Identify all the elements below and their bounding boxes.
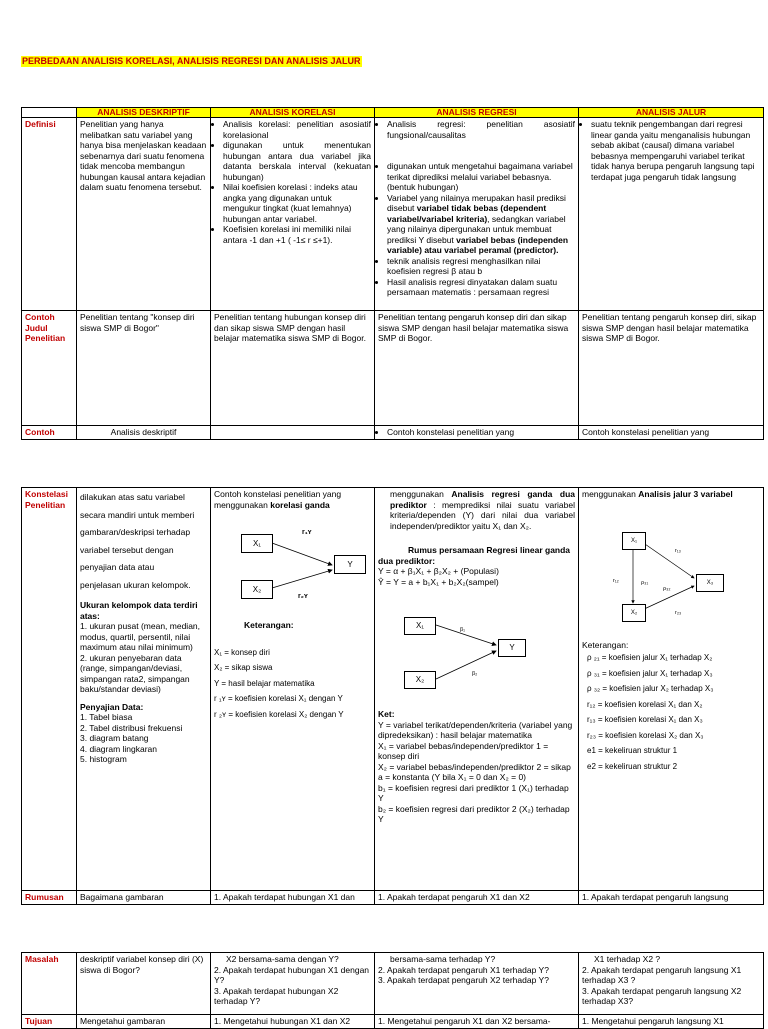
- list-item: • digunakan untuk mengetahui bagaimana variabel terikat diprediksi melalui variabel bebasnya.(bentuk hubungan): [387, 161, 575, 193]
- list-item: • Analisis korelasi: penelitian asosiatif korelasional: [223, 119, 371, 140]
- row-label-contoh: Contoh: [22, 426, 77, 440]
- comparison-table-part-1: [21, 107, 764, 440]
- list-item: • Nilai koefisien korelasi : indeks atau angka yang digunakan untuk mengukur tingkat (kuat lemahnya) hubungan antar variabel.: [223, 182, 371, 224]
- list-item: 4. diagram lingkaran: [80, 743, 158, 754]
- masalah-regresi: [375, 953, 579, 1015]
- regresi-intro: [378, 489, 575, 531]
- legend-item: ρ ₃₂ = koefisien jalur X₂ terhadap X₃: [587, 684, 714, 693]
- x2-box: X₂: [622, 604, 646, 622]
- legend-item: r₁₂ = koefisien korelasi X₁ dan X₂: [587, 699, 703, 709]
- text: Contoh konstelasi penelitian yang menggunakan: [214, 489, 342, 510]
- deskriptif-intro: [80, 489, 207, 594]
- korelasi-intro: [214, 489, 371, 510]
- keterangan-heading: Keterangan:: [244, 620, 294, 630]
- r12-label: r₁₂: [613, 577, 619, 584]
- list-item: 2. Apakah terdapat hubungan X1 dengan Y?: [214, 964, 370, 985]
- contoh-judul-jalur: Penelitian tentang pengaruh konsep diri, sikap siswa SMP dengan hasil belajar matematika siswa SMP di Bogor.: [579, 311, 764, 426]
- definisi-regresi-list: [378, 119, 575, 298]
- legend-item: r₁₃ = koefisien korelasi X₁ dan X₃: [587, 715, 703, 724]
- row-label-definisi: Definisi: [22, 118, 77, 311]
- list-item: 2. Tabel distribusi frekuensi: [80, 722, 183, 733]
- header-deskriptif: ANALISIS DESKRIPTIF: [77, 108, 211, 118]
- text: menggunakan: [390, 489, 452, 499]
- rumusan-korelasi: 1. Apakah terdapat hubungan X1 dan: [211, 891, 375, 905]
- konstelasi-deskriptif: [77, 488, 211, 891]
- list-item: X2 bersama-sama dengan Y?: [226, 954, 339, 964]
- rumusan-deskriptif: Bagaimana gambaran: [77, 891, 211, 905]
- text-line: penyajian data atau: [80, 562, 155, 572]
- r23-label: r₂₃: [675, 609, 682, 616]
- list-item: X1 terhadap X2 ?: [594, 954, 661, 964]
- tujuan-regresi: 1. Mengetahui pengaruh X1 dan X2 bersama-: [375, 1015, 579, 1029]
- regresi-diagram: [378, 587, 575, 699]
- contoh-jalur: Contoh konstelasi penelitian yang: [579, 426, 764, 440]
- row-label-masalah: Masalah: [22, 953, 77, 1015]
- list-item: [387, 193, 575, 256]
- legend-item: r ₁ʏ = koefisien korelasi X₁ dengan Y: [214, 694, 343, 703]
- text: : memprediksi nilai suatu variabel kriteria/dependen (Y) dari nilai dua variabel independen/prediktor yaitu X₁ dan X₂.: [390, 499, 575, 531]
- list-item: • digunakan untuk menentukan hubungan antara dua variabel jika datanta berskala interval (kekuatan hubungan): [223, 140, 371, 182]
- definisi-korelasi-list: [214, 119, 371, 245]
- legend-item: r₂₃ = koefisien korelasi X₂ dan X₃: [587, 730, 704, 740]
- text-bold: Analisis jalur 3 variabel: [638, 489, 733, 499]
- tujuan-jalur: 1. Mengetahui pengaruh langsung X1: [579, 1015, 764, 1029]
- konstelasi-regresi: [375, 488, 579, 891]
- list-item: 1. ukuran pusat (mean, median, modus, quartil, persentil, nilai maximum atau nilai minimum): [80, 621, 201, 652]
- legend-item: r ₂ʏ = koefisien korelasi X₂ dengan Y: [214, 709, 344, 719]
- jalur-legend: [582, 650, 760, 774]
- legend-item: X₁ = konsep diri: [214, 647, 270, 657]
- definisi-deskriptif: Penelitian yang hanya melibatkan satu variabel yang hanya bisa menjelaskan keadaan sebenarnya dari suatu fenomena tidak mencoba membangun hubungan kausal antara kejadian dalam suatu fenomena tersebut.: [77, 118, 211, 311]
- ket-item: X₂ = variabel bebas/independen/prediktor 2 = sikap: [378, 761, 571, 772]
- x1-box: X₁: [241, 534, 273, 553]
- text-line: secara mandiri untuk memberi: [80, 509, 195, 520]
- jalur-diagram: [582, 500, 760, 640]
- text-bold: variabel tidak bebas (dependent variabel/variabel kriteria): [387, 203, 547, 224]
- b2-label: β₂: [472, 671, 478, 677]
- list-item: 2. Apakah terdapat pengaruh langsung X1 terhadap X3 ?: [582, 964, 742, 985]
- y-box: Y: [498, 639, 526, 657]
- list-item: • Contoh konstelasi penelitian yang: [387, 427, 575, 438]
- x1-box: X₁: [622, 532, 646, 550]
- list-item: • suatu teknik pengembangan dari regresi linear ganda yaitu menganalisis hubungan sebab akibat (causal) dimana variabel bebasnya mempengaruhi variabel terikat tidak hanya berupa pengaruh langsung tapi terdapat juga pengaruh tidak langsung: [591, 119, 760, 182]
- text-line: gambaran/deskripsi terhadap: [80, 527, 191, 537]
- x2-box: X₂: [241, 580, 273, 599]
- ket-item: b₂ = koefisien regresi dari prediktor 2 (X₂) terhadap Y: [378, 803, 570, 824]
- rumus-populasi: Y = α + β₁X₁ + β₂X₂ + (Populasi): [378, 566, 499, 576]
- text-line: penjelasan ukuran kelompok.: [80, 579, 191, 590]
- list-item: 2. Apakah terdapat pengaruh X1 terhadap Y?: [378, 964, 549, 975]
- list-item: bersama-sama terhadap Y?: [390, 954, 496, 964]
- text-bold: Analisis regresi ganda dua prediktor: [390, 489, 575, 510]
- row-label-rumusan: Rumusan: [22, 891, 77, 905]
- header-regresi: ANALISIS REGRESI: [375, 108, 579, 118]
- contoh-judul-korelasi: Penelitian tentang hubungan konsep diri dan sikap siswa SMP dengan hasil belajar matematika siswa SMP di Bogor.: [211, 311, 375, 426]
- r13-label: r₁₃: [675, 547, 681, 554]
- list-item: • teknik analisis regresi menghasilkan nilai koefisien regresi β atau b: [387, 256, 575, 277]
- list-item: 3. diagram batang: [80, 733, 149, 743]
- r1y-label: r₁ʏ: [302, 529, 312, 536]
- list-item: 3. Apakah terdapat pengaruh langsung X2 terhadap X3?: [582, 985, 742, 1006]
- comparison-table-part-3: [21, 952, 764, 1029]
- jalur-intro: [582, 489, 760, 500]
- row-label-tujuan: Tujuan: [22, 1015, 77, 1029]
- header-blank: [22, 108, 77, 118]
- ukuran-heading: Ukuran kelompok data terdiri atas:: [80, 600, 198, 621]
- text-bold: variabel bebas (independen variable) atau variabel peramal (predictor).: [387, 234, 569, 255]
- comparison-table-part-2: [21, 487, 764, 905]
- contoh-judul-deskriptif: Penelitian tentang "konsep diri siswa SMP di Bogor": [77, 311, 211, 426]
- list-item: 3. Apakah terdapat pengaruh X2 terhadap Y?: [378, 975, 549, 985]
- tujuan-korelasi: 1. Mengetahui hubungan X1 dan X2: [211, 1015, 375, 1029]
- r2y-label: r₂ʏ: [298, 593, 308, 600]
- legend-item: ρ ₃₁ = koefisien jalur X₁ terhadap X₃: [587, 668, 713, 678]
- ket-item: b₁ = koefisien regresi dari prediktor 1 (X₁) terhadap Y: [378, 782, 569, 803]
- definisi-jalur-list: [582, 119, 760, 182]
- contoh-judul-regresi: Penelitian tentang pengaruh konsep diri dan sikap siswa SMP dengan hasil belajar matematika siswa SMP di Bogor.: [375, 311, 579, 426]
- konstelasi-korelasi: [211, 488, 375, 891]
- row-label-contoh-judul: Contoh Judul Penelitian: [22, 311, 77, 426]
- ket-item: a = konstanta (Y bila X₁ = 0 dan X₂ = 0): [378, 772, 527, 782]
- legend-item: e2 = kekeliruan struktur 2: [587, 761, 678, 771]
- text-bold: korelasi ganda: [270, 499, 330, 510]
- contoh-korelasi: [211, 426, 375, 440]
- jalur-arrows: [582, 500, 762, 640]
- x1-box: X₁: [404, 617, 436, 635]
- rumus-heading: Rumus persamaan Regresi linear ganda dua prediktor:: [378, 545, 571, 566]
- definisi-jalur: [579, 118, 764, 311]
- row-label-konstelasi: Konstelasi Penelitian: [22, 488, 77, 891]
- y-box: Y: [334, 555, 366, 574]
- header-korelasi: ANALISIS KORELASI: [211, 108, 375, 118]
- legend-item: Y = hasil belajar matematika: [214, 678, 315, 688]
- rumusan-jalur: 1. Apakah terdapat pengaruh langsung: [579, 891, 764, 905]
- keterangan-heading: Keterangan:: [582, 639, 629, 650]
- masalah-korelasi: [211, 953, 375, 1015]
- text: menggunakan: [582, 489, 639, 499]
- page-title: PERBEDAAN ANALISIS KORELASI, ANALISIS REGRESI DAN ANALISIS JALUR: [22, 56, 361, 66]
- ket-item: X₁ = variabel bebas/independen/prediktor 1 = konsep diri: [378, 740, 549, 761]
- text-line: dilakukan atas satu variabel: [80, 492, 185, 502]
- definisi-regresi: [375, 118, 579, 311]
- penyajian-heading: Penyajian Data:: [80, 701, 144, 712]
- korelasi-diagram: [214, 510, 371, 610]
- list-item: • Analisis regresi: penelitian asosiatif fungsional/causalitas: [387, 119, 575, 140]
- x2-box: X₂: [404, 671, 436, 689]
- text: Variabel yang nilainya merupakan hasil prediksi disebut: [387, 192, 566, 213]
- ket-item: Y = variabel terikat/dependen/kriteria (variabel yang dipredeksikan) : hasil belajar matematika: [378, 719, 573, 740]
- list-item: • Koefisien korelasi ini memiliki nilai antara -1 dan +1 ( -1≤ r ≤+1).: [223, 224, 371, 245]
- b1-label: β₁: [460, 627, 466, 633]
- contoh-regresi: [375, 426, 579, 440]
- list-item: 1. Tabel biasa: [80, 712, 133, 722]
- ket-heading: Ket:: [378, 709, 395, 719]
- tujuan-deskriptif: Mengetahui gambaran: [77, 1015, 211, 1029]
- rumus-sampel: Ŷ = Y = a + b₁X₁ + b₂X₂(sampel): [378, 576, 499, 587]
- legend-item: X₂ = sikap siswa: [214, 663, 273, 672]
- header-jalur: ANALISIS JALUR: [579, 108, 764, 118]
- legend-item: ρ ₂₁ = koefisien jalur X₁ terhadap X₂: [587, 653, 713, 662]
- text: , sedangkan variabel yang nilainya dipergunakan untuk membuat prediksi Y disebut: [387, 213, 566, 245]
- x3-box: X₃: [696, 574, 724, 592]
- list-item: 5. histogram: [80, 754, 127, 764]
- list-item: • Hasil analisis regresi dinyatakan dalam suatu persamaan matematis : persamaan regresi: [387, 277, 575, 298]
- list-item: 3. Apakah terdapat hubungan X2 terhadap Y?: [214, 985, 339, 1006]
- list-item: 2. ukuran penyebaran data (range, simpangan/deviasi, simpangan rata2, simpangan baku/standar deviasi): [80, 652, 190, 694]
- masalah-deskriptif: deskriptif variabel konsep diri (X) siswa di Bogor?: [77, 953, 211, 1015]
- p32-label: ρ₃₂: [663, 585, 671, 592]
- contoh-deskriptif: Analisis deskriptif: [77, 426, 211, 440]
- rumusan-regresi: 1. Apakah terdapat pengaruh X1 dan X2: [375, 891, 579, 905]
- legend-item: e1 = kekeliruan struktur 1: [587, 746, 678, 755]
- konstelasi-jalur: [579, 488, 764, 891]
- korelasi-legend: [214, 645, 371, 723]
- definisi-korelasi: [211, 118, 375, 311]
- p31-label: ρ₃₁: [641, 579, 649, 586]
- masalah-jalur: [579, 953, 764, 1015]
- text-line: variabel tersebut dengan: [80, 544, 174, 555]
